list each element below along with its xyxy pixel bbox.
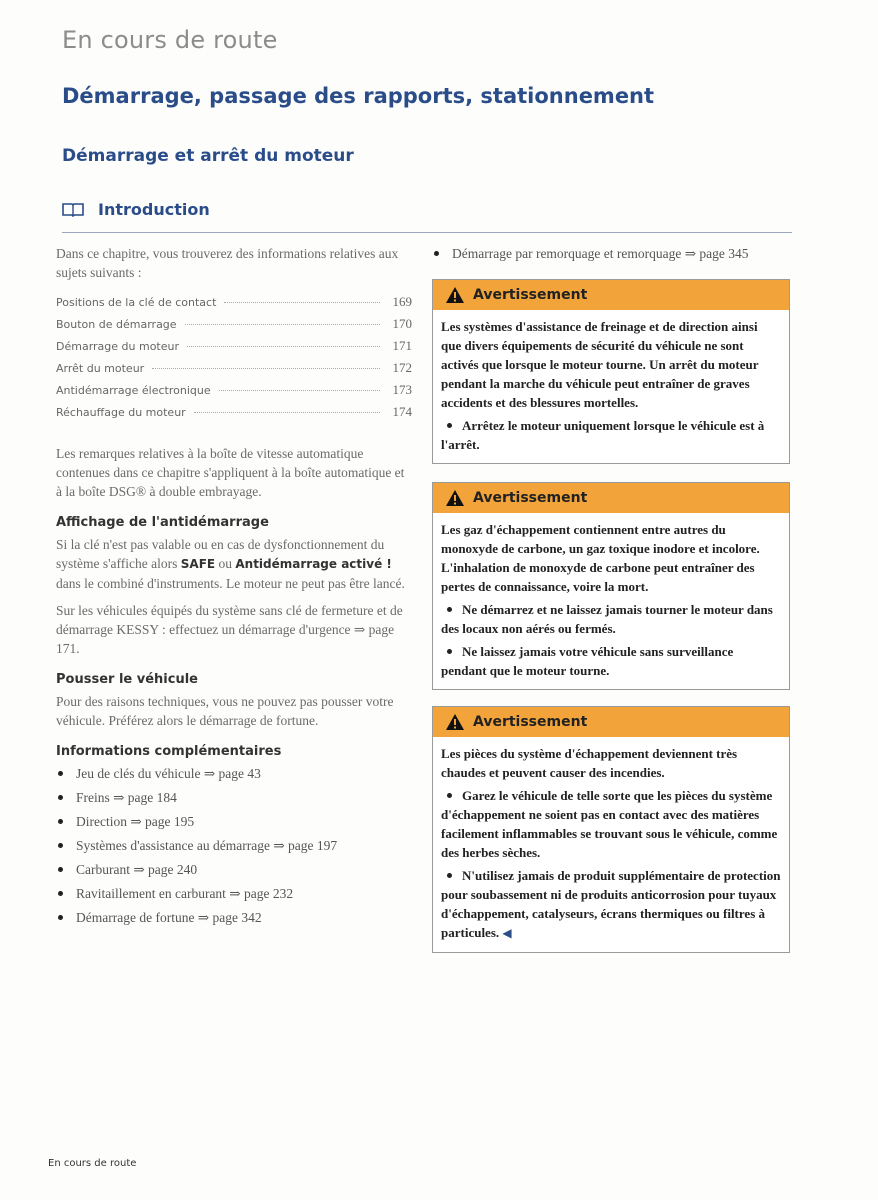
immobilizer-text: Si la clé n'est pas valable ou en cas de dysfonctionnement du système s'affiche alors SAFE ou Antidémarrage activé ! dans le combiné d'instruments. Le moteur ne peut pas être lancé. — [56, 537, 405, 591]
warning-bullet: Arrêtez le moteur uniquement lorsque le véhicule est à l'arrêt. — [441, 418, 765, 452]
toc-list — [56, 294, 412, 426]
toc-item: Démarrage du moteur 171 — [56, 338, 412, 353]
end-of-section-icon: ◀ — [502, 926, 512, 940]
intro-text: Dans ce chapitre, vous trouverez des informations relatives aux sujets suivants : — [56, 246, 399, 280]
warning-bullet: Ne démarrez et ne laissez jamais tourner le moteur dans des locaux non aérés ou fermés. — [441, 602, 773, 636]
warning-box — [432, 706, 790, 953]
list-item: Systèmes d'assistance au démarrage ⇒ page 197 — [56, 836, 412, 855]
list-item: Démarrage par remorquage et remorquage ⇒ page 345 — [432, 244, 790, 263]
warning-text: Les gaz d'échappement contiennent entre autres du monoxyde de carbone, un gaz toxique inodore et incolore. L'inhalation de monoxyde de carbone peut entraîner des pertes de connaissance, voire la mort. — [441, 522, 760, 594]
warning-body — [433, 513, 789, 689]
list-item: Freins ⇒ page 184 — [56, 788, 412, 807]
toc-item: Arrêt du moteur 172 — [56, 360, 412, 375]
warning-title: Avertissement — [473, 287, 588, 303]
toc-item: Bouton de démarrage 170 — [56, 316, 412, 331]
warning-triangle-icon — [445, 286, 465, 304]
warning-title: Avertissement — [473, 490, 588, 506]
warning-box — [432, 279, 790, 464]
toc-item: Antidémarrage électronique 173 — [56, 382, 412, 397]
push-text: Pour des raisons techniques, vous ne pouvez pas pousser votre véhicule. Préférez alors le démarrage de fortune. — [56, 694, 394, 728]
warning-title: Avertissement — [473, 714, 588, 730]
safe-indicator: SAFE — [180, 557, 216, 571]
warning-header — [433, 280, 789, 310]
list-item: Direction ⇒ page 195 — [56, 812, 412, 831]
push-title: Pousser le véhicule — [56, 672, 198, 687]
warning-triangle-icon — [445, 489, 465, 507]
left-column — [56, 244, 412, 932]
warning-box — [432, 482, 790, 690]
warning-bullet: N'utilisez jamais de produit supplémentaire de protection pour soubassement ni de produits anticorrosion pour tuyaux d'échappement, catalyseurs, écrans thermiques ou filtres à particules. ◀ — [441, 868, 781, 940]
right-list — [432, 244, 790, 263]
list-item: Carburant ⇒ page 240 — [56, 860, 412, 879]
warning-text: Les systèmes d'assistance de freinage et de direction ainsi que divers équipements de sécurité du véhicule ne sont activés que lorsque le moteur tourne. Un arrêt du moteur pendant la marche du véhicule peut entraîner de graves accidents et des blessures mortelles. — [441, 319, 759, 410]
warning-header — [433, 483, 789, 513]
toc-item: Réchauffage du moteur 174 — [56, 404, 412, 419]
intro-heading-bar — [62, 198, 792, 233]
immobilizer-active-label: Antidémarrage activé ! — [235, 557, 392, 571]
kessy-text: Sur les véhicules équipés du système sans clé de fermeture et de démarrage KESSY : effectuez un démarrage d'urgence ⇒ page 171. — [56, 603, 403, 656]
immobilizer-title: Affichage de l'antidémarrage — [56, 515, 269, 530]
warning-bullet: Garez le véhicule de telle sorte que les pièces du système d'échappement ne soient pas en contact avec des matières facilement inflammables se trouvant sous le véhicule, comme des herbes sèches. — [441, 788, 778, 860]
warning-body — [433, 737, 789, 952]
list-item: Jeu de clés du véhicule ⇒ page 43 — [56, 764, 412, 783]
toc-item: Positions de la clé de contact 169 — [56, 294, 412, 309]
more-info-title: Informations complémentaires — [56, 744, 282, 759]
topic-title: Démarrage et arrêt du moteur — [62, 146, 354, 166]
page-footer: En cours de route — [48, 1158, 137, 1169]
warning-bullet: Ne laissez jamais votre véhicule sans surveillance pendant que le moteur tourne. — [441, 644, 734, 678]
list-item: Démarrage de fortune ⇒ page 342 — [56, 908, 412, 927]
right-column — [432, 244, 790, 953]
warning-header — [433, 707, 789, 737]
warning-text: Les pièces du système d'échappement deviennent très chaudes et peuvent causer des incendies. — [441, 746, 738, 780]
intro-title: Introduction — [98, 200, 210, 219]
book-icon — [62, 202, 84, 217]
dsg-text: Les remarques relatives à la boîte de vitesse automatique contenues dans ce chapitre s'appliquent à la boîte automatique et à la boîte DSG® à double embrayage. — [56, 446, 405, 499]
list-item: Ravitaillement en carburant ⇒ page 232 — [56, 884, 412, 903]
more-info-list — [56, 764, 412, 927]
warning-triangle-icon — [445, 713, 465, 731]
section-title: En cours de route — [62, 26, 278, 54]
chapter-title: Démarrage, passage des rapports, stationnement — [62, 84, 655, 108]
warning-body — [433, 310, 789, 463]
